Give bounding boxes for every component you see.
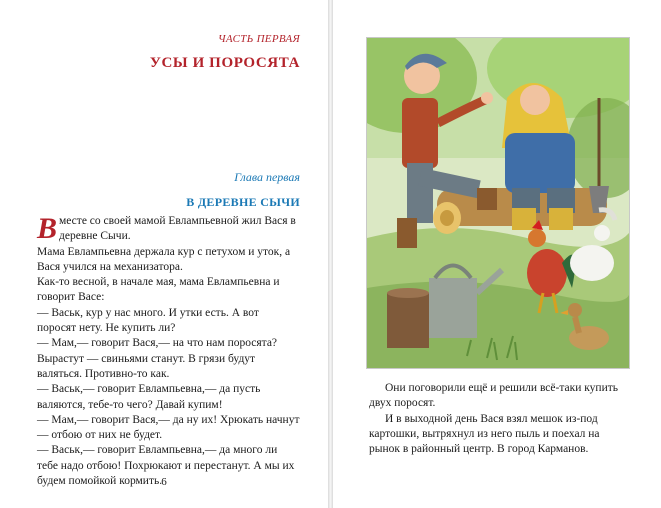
right-page-body-text — [369, 381, 627, 457]
paragraph: — Васьк,— говорит Евлампьевна,— да пусть валяются, тебе-то чего? Давай купим! — [37, 383, 261, 411]
drop-cap: В — [37, 212, 58, 245]
story-title: УСЫ И ПОРОСЯТА — [149, 55, 300, 71]
paragraph: — Мам,— говорит Вася,— на что нам поросята? Вырастут — свиньями станут. В грязи будут валяться. Противно-то как. — [37, 337, 278, 380]
left-page — [0, 0, 328, 508]
paragraph: Они поговорили ещё и решили всё-таки купить двух поросят. — [369, 382, 618, 410]
story-illustration — [366, 37, 630, 369]
paragraph — [37, 214, 300, 245]
paragraph: — Васьк, кур у нас много. И утки есть. А вот поросят нету. Не купить ли? — [37, 306, 259, 335]
chapter-body-text — [37, 214, 300, 489]
part-label: ЧАСТЬ ПЕРВАЯ — [218, 33, 300, 45]
page-number: 6 — [161, 476, 167, 488]
paragraph: Как-то весной, в начале мая, мама Евлампьевна и говорит Васе: — [37, 276, 280, 304]
paragraph-text: месте со своей мамой Евлампьевной жил Вася в деревне Сычи. — [59, 215, 296, 243]
paragraph: И в выходной день Вася взял мешок из-под картошки, вытряхнул из него пыль и поехал на рынок в районный центр. В город Карманов. — [369, 412, 600, 456]
paragraph: — Васьк,— говорит Евлампьевна,— да много ли тебе надо отбою! Похрюкают и перестанут. А мы их будем помойкой кормить. — [37, 444, 295, 488]
paragraph: Мама Евлампьевна держала кур с петухом и уток, а Вася учился на механизатора. — [37, 245, 291, 273]
chapter-label: Глава первая — [234, 170, 300, 184]
chapter-title: В ДЕРЕВНЕ СЫЧИ — [186, 195, 300, 209]
paragraph: — Мам,— говорит Вася,— да ну их! Хрюкать начнут — отбою от них не будет. — [37, 413, 300, 442]
